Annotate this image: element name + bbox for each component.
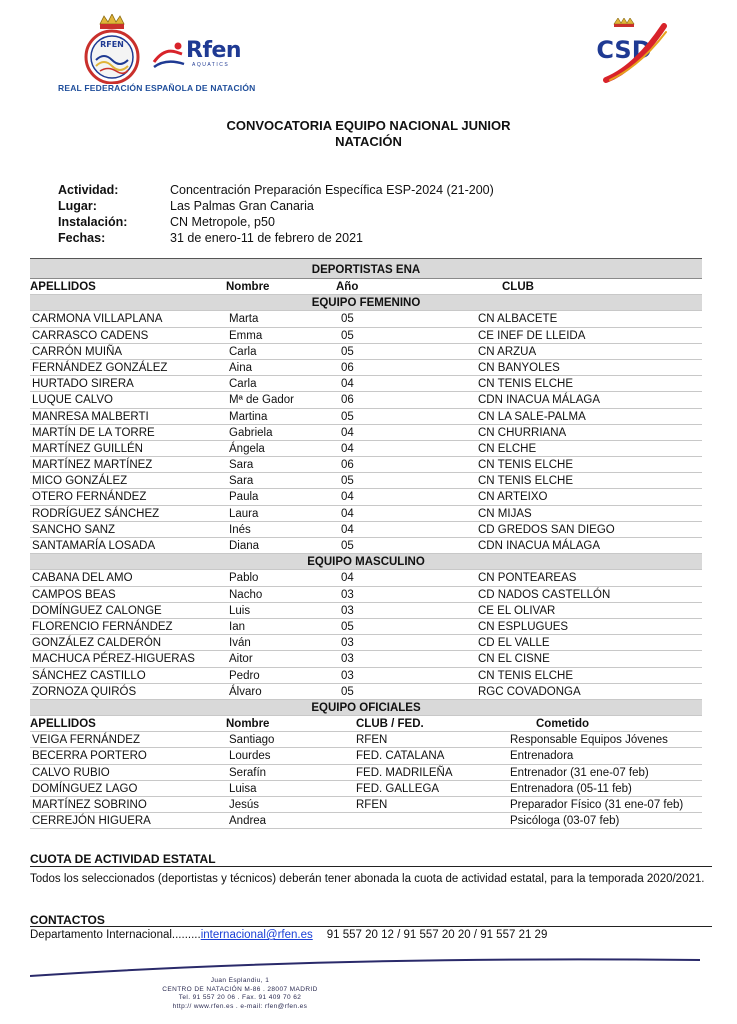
femenino-row xyxy=(30,376,702,392)
cell-apellidos: ZORNOZA QUIRÓS xyxy=(32,685,137,698)
cell-nombre: Pablo xyxy=(229,572,259,585)
cell-club: CN TENIS ELCHE xyxy=(478,669,574,682)
cell-club: RGC COVADONGA xyxy=(478,685,581,698)
section-masculino: EQUIPO MASCULINO xyxy=(30,554,702,570)
cell-apellidos: CARRASCO CADENS xyxy=(32,329,149,342)
cell-ano: 05 xyxy=(341,329,354,342)
cell-nombre: Álvaro xyxy=(229,685,262,698)
masculino-row xyxy=(30,668,702,684)
cell-nombre: Paula xyxy=(229,491,259,504)
cell-ano: 04 xyxy=(341,442,354,455)
cell-apellidos: SÁNCHEZ CASTILLO xyxy=(32,669,146,682)
footer-line-3: Tel. 91 557 20 06 . Fax. 91 409 70 62 xyxy=(178,994,302,1001)
cell-club: CN PONTEAREAS xyxy=(478,572,577,585)
cell-apellidos: RODRÍGUEZ SÁNCHEZ xyxy=(32,507,160,520)
cell-apellidos: VEIGA FERNÁNDEZ xyxy=(32,734,140,747)
rfen-wordmark-logo xyxy=(152,40,244,72)
col-ano: Año xyxy=(336,281,359,293)
rfen-swimmer-icon xyxy=(152,40,186,70)
masculino-row xyxy=(30,651,702,667)
oficiales-row xyxy=(30,813,702,829)
cell-ano: 05 xyxy=(341,540,354,552)
csd-logo xyxy=(596,18,668,84)
cell-nombre: Aina xyxy=(229,361,253,374)
cell-cometido: Preparador Físico (31 ene-07 feb) xyxy=(510,799,684,811)
cell-nombre: Serafín xyxy=(229,766,267,779)
cell-ano: 03 xyxy=(341,588,354,601)
cell-apellidos: MANRESA MALBERTI xyxy=(32,410,149,423)
masculino-row xyxy=(30,570,702,586)
cell-club: CN TENIS ELCHE xyxy=(478,475,574,488)
cell-apellidos: MICO GONZÁLEZ xyxy=(32,475,128,488)
oficiales-row xyxy=(30,765,702,781)
cell-nombre: Ian xyxy=(229,620,245,633)
cell-apellidos: BECERRA PORTERO xyxy=(32,750,147,763)
col-cometido: Cometido xyxy=(536,718,590,731)
cell-club: CN BANYOLES xyxy=(478,361,560,374)
cell-club: CN LA SALE-PALMA xyxy=(478,410,586,423)
cell-nombre: Sara xyxy=(229,475,254,488)
cell-ano: 04 xyxy=(341,426,354,439)
femenino-row xyxy=(30,344,702,360)
cell-nombre: Luis xyxy=(229,604,251,617)
col-apellidos-oficiales: APELLIDOS xyxy=(30,718,96,731)
cell-apellidos: CAMPOS BEAS xyxy=(32,588,116,601)
cell-apellidos: MARTÍN DE LA TORRE xyxy=(32,426,155,439)
masculino-row xyxy=(30,619,702,635)
document-title xyxy=(0,118,737,150)
cell-nombre: Aitor xyxy=(229,653,253,666)
cell-club: CN ALBACETE xyxy=(478,313,558,326)
title-line-1: CONVOCATORIA EQUIPO NACIONAL JUNIOR xyxy=(226,118,511,133)
col-apellidos: APELLIDOS xyxy=(30,281,96,293)
cell-apellidos: GONZÁLEZ CALDERÓN xyxy=(32,637,162,650)
footer-line-4: http:// www.rfen.es . e-mail: rfen@rfen.es xyxy=(172,1002,308,1010)
cell-nombre: Diana xyxy=(229,540,260,552)
cell-club: CDN INACUA MÁLAGA xyxy=(478,394,601,407)
cell-club: CDN INACUA MÁLAGA xyxy=(478,540,601,552)
col-nombre-oficiales: Nombre xyxy=(226,718,270,731)
femenino-row xyxy=(30,489,702,505)
cell-ano: 05 xyxy=(341,475,354,488)
svg-text:RFEN: RFEN xyxy=(100,40,124,49)
table-heading: DEPORTISTAS ENA xyxy=(30,259,702,279)
cell-club: CN TENIS ELCHE xyxy=(478,378,574,391)
cell-cometido: Psicóloga (03-07 feb) xyxy=(510,815,620,828)
cell-nombre: Pedro xyxy=(229,669,260,682)
cell-apellidos: CABANA DEL AMO xyxy=(32,572,133,585)
femenino-row xyxy=(30,328,702,344)
cell-ano: 03 xyxy=(341,653,354,666)
oficiales-column-headers xyxy=(30,716,702,732)
cuota-divider xyxy=(30,866,712,867)
cell-ano: 04 xyxy=(341,378,354,391)
femenino-row xyxy=(30,457,702,473)
cell-nombre: Inés xyxy=(229,523,251,536)
cell-club: CE EL OLIVAR xyxy=(478,604,556,617)
femenino-row xyxy=(30,311,702,327)
masculino-rows xyxy=(30,570,702,700)
femenino-row xyxy=(30,473,702,489)
cell-club-fed: FED. CATALANA xyxy=(356,750,445,763)
oficiales-row xyxy=(30,797,702,813)
col-club-fed: CLUB / FED. xyxy=(356,718,424,731)
cell-apellidos: FLORENCIO FERNÁNDEZ xyxy=(32,620,173,633)
cell-club: CD NADOS CASTELLÓN xyxy=(478,588,611,601)
masculino-row xyxy=(30,587,702,603)
footer-line-1: Juan Esplandiu, 1 xyxy=(210,977,270,984)
cell-club: CN TENIS ELCHE xyxy=(478,459,574,472)
cell-nombre: Carla xyxy=(229,345,257,358)
csd-logo-text: CSD xyxy=(596,36,652,64)
cell-ano: 05 xyxy=(341,410,354,423)
cell-club-fed: FED. MADRILEÑA xyxy=(356,766,453,779)
cell-club: CD EL VALLE xyxy=(478,637,550,650)
oficiales-row xyxy=(30,748,702,764)
cell-nombre: Luisa xyxy=(229,782,257,795)
cuota-title: CUOTA DE ACTIVIDAD ESTATAL xyxy=(30,852,216,866)
cell-apellidos: MARTÍNEZ GUILLÉN xyxy=(32,442,143,455)
cell-nombre: Iván xyxy=(229,637,251,650)
contact-email-link[interactable]: internacional@rfen.es xyxy=(200,929,313,941)
instalacion-value: CN Metropole, p50 xyxy=(170,215,275,229)
col-nombre: Nombre xyxy=(226,281,270,293)
cell-cometido: Responsable Equipos Jóvenes xyxy=(510,734,668,747)
actividad-label: Actividad: xyxy=(58,183,119,197)
cell-ano: 05 xyxy=(341,313,354,326)
cell-club: CN EL CISNE xyxy=(478,653,550,666)
cell-club-fed: RFEN xyxy=(356,734,388,747)
cell-cometido: Entrenadora xyxy=(510,750,574,763)
actividad-value: Concentración Preparación Específica ESP-2024 (21-200) xyxy=(170,183,494,197)
cell-ano: 03 xyxy=(341,669,354,682)
cell-nombre: Mª de Gador xyxy=(229,394,294,407)
cell-nombre: Carla xyxy=(229,378,257,391)
cell-nombre: Santiago xyxy=(229,734,275,747)
cell-ano: 03 xyxy=(341,604,354,617)
contact-department: Departamento Internacional......... xyxy=(30,929,201,941)
cell-apellidos: DOMÍNGUEZ CALONGE xyxy=(32,604,162,617)
cell-club: CN ESPLUGUES xyxy=(478,620,569,633)
cell-apellidos: MACHUCA PÉREZ-HIGUERAS xyxy=(32,653,195,666)
cell-nombre: Ángela xyxy=(229,442,265,455)
table-column-headers xyxy=(30,279,702,295)
cell-nombre: Laura xyxy=(229,507,259,520)
section-oficiales: EQUIPO OFICIALES xyxy=(30,700,702,716)
lugar-value: Las Palmas Gran Canaria xyxy=(170,199,314,213)
cell-nombre: Marta xyxy=(229,313,259,326)
cell-club: CN ARTEIXO xyxy=(478,491,548,504)
masculino-row xyxy=(30,684,702,700)
cell-apellidos: CERREJÓN HIGUERA xyxy=(32,815,151,828)
cell-club: CD GREDOS SAN DIEGO xyxy=(478,523,615,536)
cell-club: CN MIJAS xyxy=(478,507,532,520)
cell-ano: 04 xyxy=(341,572,354,585)
cell-nombre: Nacho xyxy=(229,588,263,601)
cell-ano: 03 xyxy=(341,637,354,650)
masculino-row xyxy=(30,603,702,619)
cell-ano: 04 xyxy=(341,507,354,520)
femenino-row xyxy=(30,538,702,554)
femenino-rows xyxy=(30,311,702,554)
oficiales-row xyxy=(30,732,702,748)
cell-nombre: Andrea xyxy=(229,815,267,828)
cell-cometido: Entrenadora (05-11 feb) xyxy=(510,782,632,795)
cell-nombre: Gabriela xyxy=(229,426,273,439)
cell-ano: 05 xyxy=(341,620,354,633)
cell-club: CE INEF DE LLEIDA xyxy=(478,329,586,342)
lugar-label: Lugar: xyxy=(58,199,97,213)
cell-ano: 05 xyxy=(341,685,354,698)
femenino-row xyxy=(30,409,702,425)
contact-phones: 91 557 20 12 / 91 557 20 20 / 91 557 21 29 xyxy=(326,929,548,941)
instalacion-label: Instalación: xyxy=(58,215,128,229)
cell-apellidos: LUQUE CALVO xyxy=(32,394,113,407)
cuota-text: Todos los seleccionados (deportistas y técnicos) deberán tener abonada la cuota de actividad estatal, para la temporada 2020/2021. xyxy=(30,873,705,885)
fechas-value: 31 de enero-11 de febrero de 2021 xyxy=(170,231,363,245)
femenino-row xyxy=(30,360,702,376)
section-femenino: EQUIPO FEMENINO xyxy=(30,295,702,311)
cell-apellidos: HURTADO SIRERA xyxy=(32,378,134,391)
femenino-row xyxy=(30,441,702,457)
rfen-wordmark-text: Rfen xyxy=(186,38,242,63)
cell-club: CN CHURRIANA xyxy=(478,426,567,439)
contactos-divider xyxy=(30,926,712,927)
cell-ano: 06 xyxy=(341,394,354,407)
cell-nombre: Martina xyxy=(229,410,268,423)
org-name: REAL FEDERACIÓN ESPAÑOLA DE NATACIÓN xyxy=(58,83,256,93)
cell-club: CN ELCHE xyxy=(478,442,537,455)
cell-nombre: Jesús xyxy=(229,799,260,811)
cell-club-fed: FED. GALLEGA xyxy=(356,782,440,795)
col-club: CLUB xyxy=(502,281,534,293)
cell-nombre: Emma xyxy=(229,329,263,342)
cell-nombre: Lourdes xyxy=(229,750,271,763)
oficiales-row xyxy=(30,781,702,797)
femenino-row xyxy=(30,522,702,538)
cell-apellidos: CARRÓN MUIÑA xyxy=(32,345,123,358)
cell-cometido: Entrenador (31 ene-07 feb) xyxy=(510,766,649,779)
cell-ano: 05 xyxy=(341,345,354,358)
rfen-crest-logo xyxy=(78,14,146,84)
femenino-row xyxy=(30,506,702,522)
fechas-label: Fechas: xyxy=(58,231,106,245)
cell-apellidos: FERNÁNDEZ GONZÁLEZ xyxy=(32,361,168,374)
cell-apellidos: OTERO FERNÁNDEZ xyxy=(32,491,147,504)
oficiales-rows xyxy=(30,732,702,829)
cell-apellidos: SANTAMARÍA LOSADA xyxy=(32,540,156,552)
cell-apellidos: MARTÍNEZ MARTÍNEZ xyxy=(32,459,153,472)
cell-apellidos: DOMÍNGUEZ LAGO xyxy=(32,782,138,795)
rfen-wordmark-subtext: AQUATICS xyxy=(192,62,230,68)
cell-club-fed: RFEN xyxy=(356,799,388,811)
femenino-row xyxy=(30,425,702,441)
cell-ano: 04 xyxy=(341,491,354,504)
cell-ano: 06 xyxy=(341,361,354,374)
cell-apellidos: SANCHO SANZ xyxy=(32,523,116,536)
cell-club: CN ARZUA xyxy=(478,345,537,358)
cell-nombre: Sara xyxy=(229,459,254,472)
footer-line-2: CENTRO DE NATACIÓN M-86 . 28007 MADRID xyxy=(162,985,318,993)
cell-ano: 06 xyxy=(341,459,354,472)
contactos-title: CONTACTOS xyxy=(30,913,105,927)
cell-ano: 04 xyxy=(341,523,354,536)
roster-table xyxy=(30,258,702,829)
cell-apellidos: CALVO RUBIO xyxy=(32,766,110,779)
contact-line xyxy=(30,929,547,941)
masculino-row xyxy=(30,635,702,651)
cell-apellidos: MARTÍNEZ SOBRINO xyxy=(32,799,147,811)
cell-apellidos: CARMONA VILLAPLANA xyxy=(32,313,163,326)
footer-address xyxy=(0,977,480,1011)
title-line-2: NATACIÓN xyxy=(335,134,402,149)
femenino-row xyxy=(30,392,702,408)
